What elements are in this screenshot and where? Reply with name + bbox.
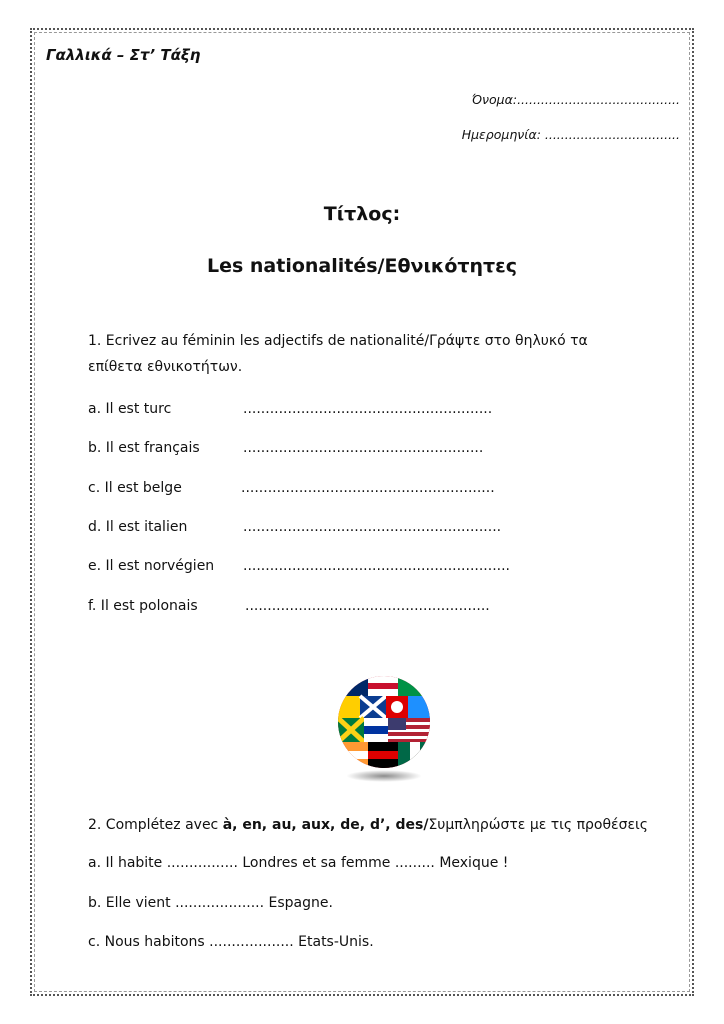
- answer-blank: ............................................................: [243, 558, 511, 574]
- globe-shadow: [346, 770, 422, 782]
- answer-blank: ......................................................: [243, 440, 484, 456]
- item-label: c. Il est belge: [88, 480, 182, 496]
- title-label: Τίτλος:: [323, 203, 401, 225]
- flags-mosaic: [338, 676, 430, 768]
- list-item: [88, 554, 511, 578]
- item-label: f. Il est polonais: [88, 598, 198, 614]
- instruction-prefix: 2. Complétez avec: [88, 817, 223, 833]
- page-border-inner: [34, 32, 690, 992]
- answer-blank: .......................................................: [245, 598, 490, 614]
- item-label: d. Il est italien: [88, 519, 188, 535]
- list-item: [88, 436, 484, 460]
- globe-flags-icon: [332, 676, 436, 786]
- subject-heading: Γαλλικά – Στ’ Τάξη: [46, 46, 201, 64]
- item-label: e. Il est norvégien: [88, 558, 215, 574]
- item-label: a. Il est turc: [88, 401, 172, 417]
- answer-blank: ..........................................................: [243, 519, 502, 535]
- list-item: [88, 594, 490, 618]
- instruction-suffix: Συμπληρώστε με τις προθέσεις: [428, 817, 648, 833]
- list-item: a. Il habite ................ Londres et sa femme ......... Mexique !: [88, 855, 509, 871]
- prepositions-list: à, en, au, aux, de, d’, des/: [222, 817, 429, 833]
- name-field-label: Όνομα:.........................................: [471, 92, 680, 107]
- list-item: b. Elle vient .................... Espagne.: [88, 895, 333, 911]
- date-field-label: Ημερομηνία: ..................................: [461, 127, 680, 142]
- globe-sphere: [338, 676, 430, 768]
- answer-blank: ........................................................: [243, 401, 493, 417]
- exercise1-instruction-line2: επίθετα εθνικοτήτων.: [88, 359, 243, 375]
- list-item: [88, 476, 495, 500]
- list-item: [88, 515, 502, 539]
- exercise2-instruction: [88, 813, 648, 837]
- exercise1-instruction-line1: 1. Ecrivez au féminin les adjectifs de nationalité/Γράψτε στο θηλυκό τα: [88, 333, 588, 349]
- list-item: c. Nous habitons ................... Etats-Unis.: [88, 934, 374, 950]
- item-label: b. Il est français: [88, 440, 200, 456]
- answer-blank: .........................................................: [241, 480, 495, 496]
- worksheet-topic: Les nationalités/Εθνικότητες: [206, 255, 518, 277]
- list-item: [88, 397, 493, 421]
